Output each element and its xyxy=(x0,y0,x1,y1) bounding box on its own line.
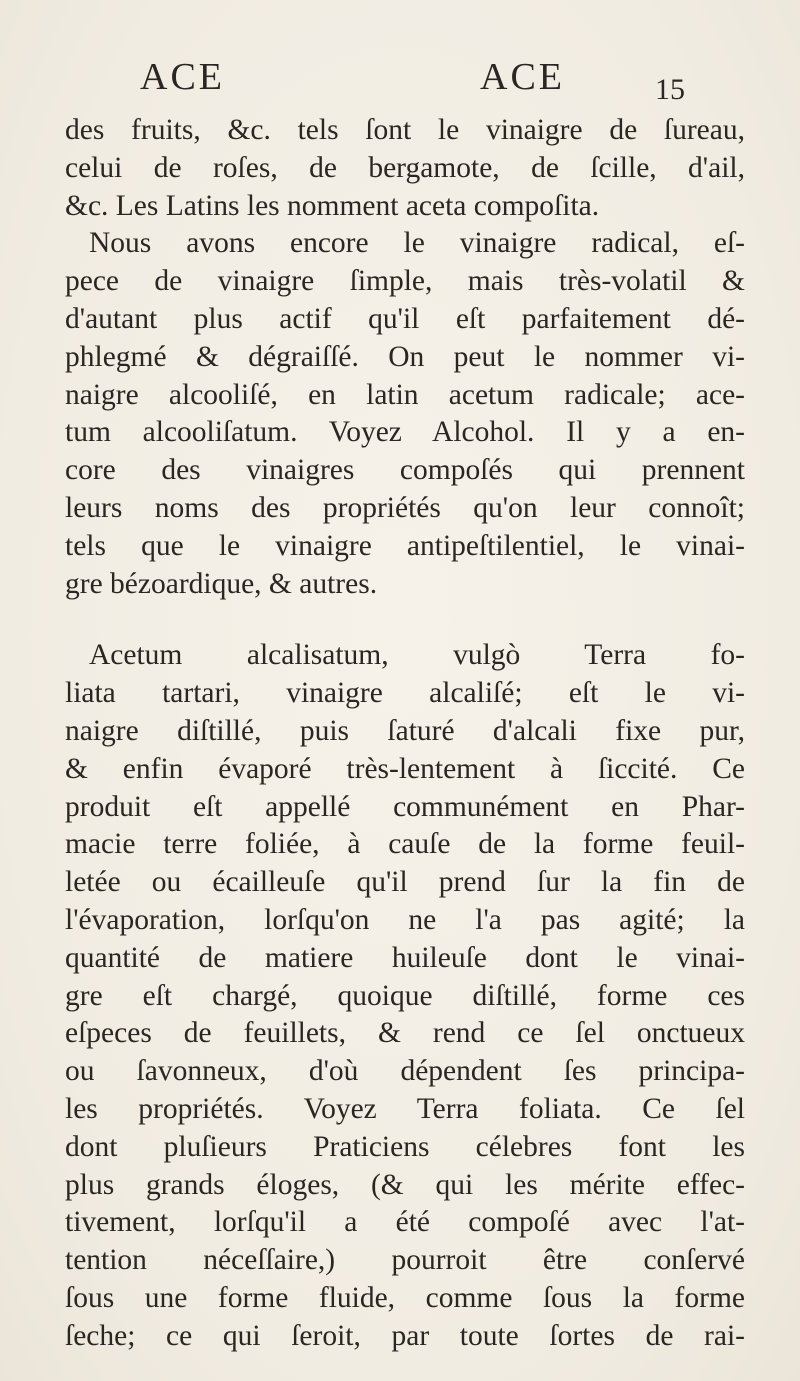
text-line: celui de roſes, de bergamote, de ſcille, d'ail, xyxy=(65,151,745,184)
text-line: liata tartari, vinaigre alcaliſé; eſt le vi- xyxy=(65,677,745,710)
text-line: produit eſt appellé communément en Phar- xyxy=(65,790,745,823)
header-right: ACE xyxy=(480,56,565,98)
text-line: les propriétés. Voyez Terra foliata. Ce ſel xyxy=(65,1092,745,1125)
text-line: naigre diſtillé, puis ſaturé d'alcali fixe pur, xyxy=(65,714,745,747)
header-left: ACE xyxy=(140,56,225,98)
text-line: core des vinaigres compoſés qui prennent xyxy=(65,454,745,487)
text-line: letée ou écailleuſe qu'il prend ſur la fin de xyxy=(65,866,745,899)
text-line: quantité de matiere huileuſe dont le vinai- xyxy=(65,941,745,974)
text-line: Nous avons encore le vinaigre radical, eſ- xyxy=(89,227,745,260)
text-line: tention néceſſaire,) pourroit être conſervé xyxy=(65,1244,745,1277)
text-line: gre eſt chargé, quoique diſtillé, forme ces xyxy=(65,979,745,1012)
text-line: gre bézoardique, & autres. xyxy=(65,567,378,600)
paragraph-3 xyxy=(65,637,745,1355)
text-line: leurs noms des propriétés qu'on leur connoît; xyxy=(65,491,745,524)
text-line: phlegmé & dégraiſſé. On peut le nommer vi- xyxy=(65,340,745,373)
text-line: ou ſavonneux, d'où dépendent ſes principa- xyxy=(65,1055,745,1088)
text-line: plus grands éloges, (& qui les mérite effec- xyxy=(65,1168,745,1201)
text-line: ſeche; ce qui ſeroit, par toute ſortes de rai- xyxy=(65,1319,745,1352)
text-line: tivement, lorſqu'il a été compoſé avec l'at- xyxy=(65,1206,745,1239)
text-line: tum alcooliſatum. Voyez Alcohol. Il y a en- xyxy=(65,416,745,449)
text-line: d'autant plus actif qu'il eſt parfaitement dé- xyxy=(65,302,745,335)
text-line: Acetum alcalisatum, vulgò Terra fo- xyxy=(89,639,745,672)
text-line: pece de vinaigre ſimple, mais très-volatil & xyxy=(65,265,745,298)
text-line: des fruits, &c. tels ſont le vinaigre de ſureau, xyxy=(65,114,745,146)
paragraph-gap xyxy=(65,603,745,637)
text-line: ſous une forme fluide, comme ſous la forme xyxy=(65,1281,745,1314)
paragraph-2 xyxy=(65,225,745,603)
text-line: macie terre foliée, à cauſe de la forme feuil- xyxy=(65,828,745,861)
body-text xyxy=(65,112,745,1356)
text-line: tels que le vinaigre antipeſtilentiel, le vinai- xyxy=(65,529,745,562)
paragraph-1 xyxy=(65,112,745,225)
text-line: naigre alcooliſé, en latin acetum radicale; ace- xyxy=(65,378,745,411)
text-line: & enfin évaporé très-lentement à ſiccité. Ce xyxy=(65,752,745,785)
text-line: l'évaporation, lorſqu'on ne l'a pas agité; la xyxy=(65,903,745,936)
running-header xyxy=(140,55,740,105)
text-line: &c. Les Latins les nomment aceta compoſita. xyxy=(65,189,600,222)
text-line: dont pluſieurs Praticiens célebres font les xyxy=(65,1130,745,1163)
text-line: eſpeces de feuillets, & rend ce ſel onctueux xyxy=(65,1017,745,1050)
page-number: 15 xyxy=(655,73,685,106)
